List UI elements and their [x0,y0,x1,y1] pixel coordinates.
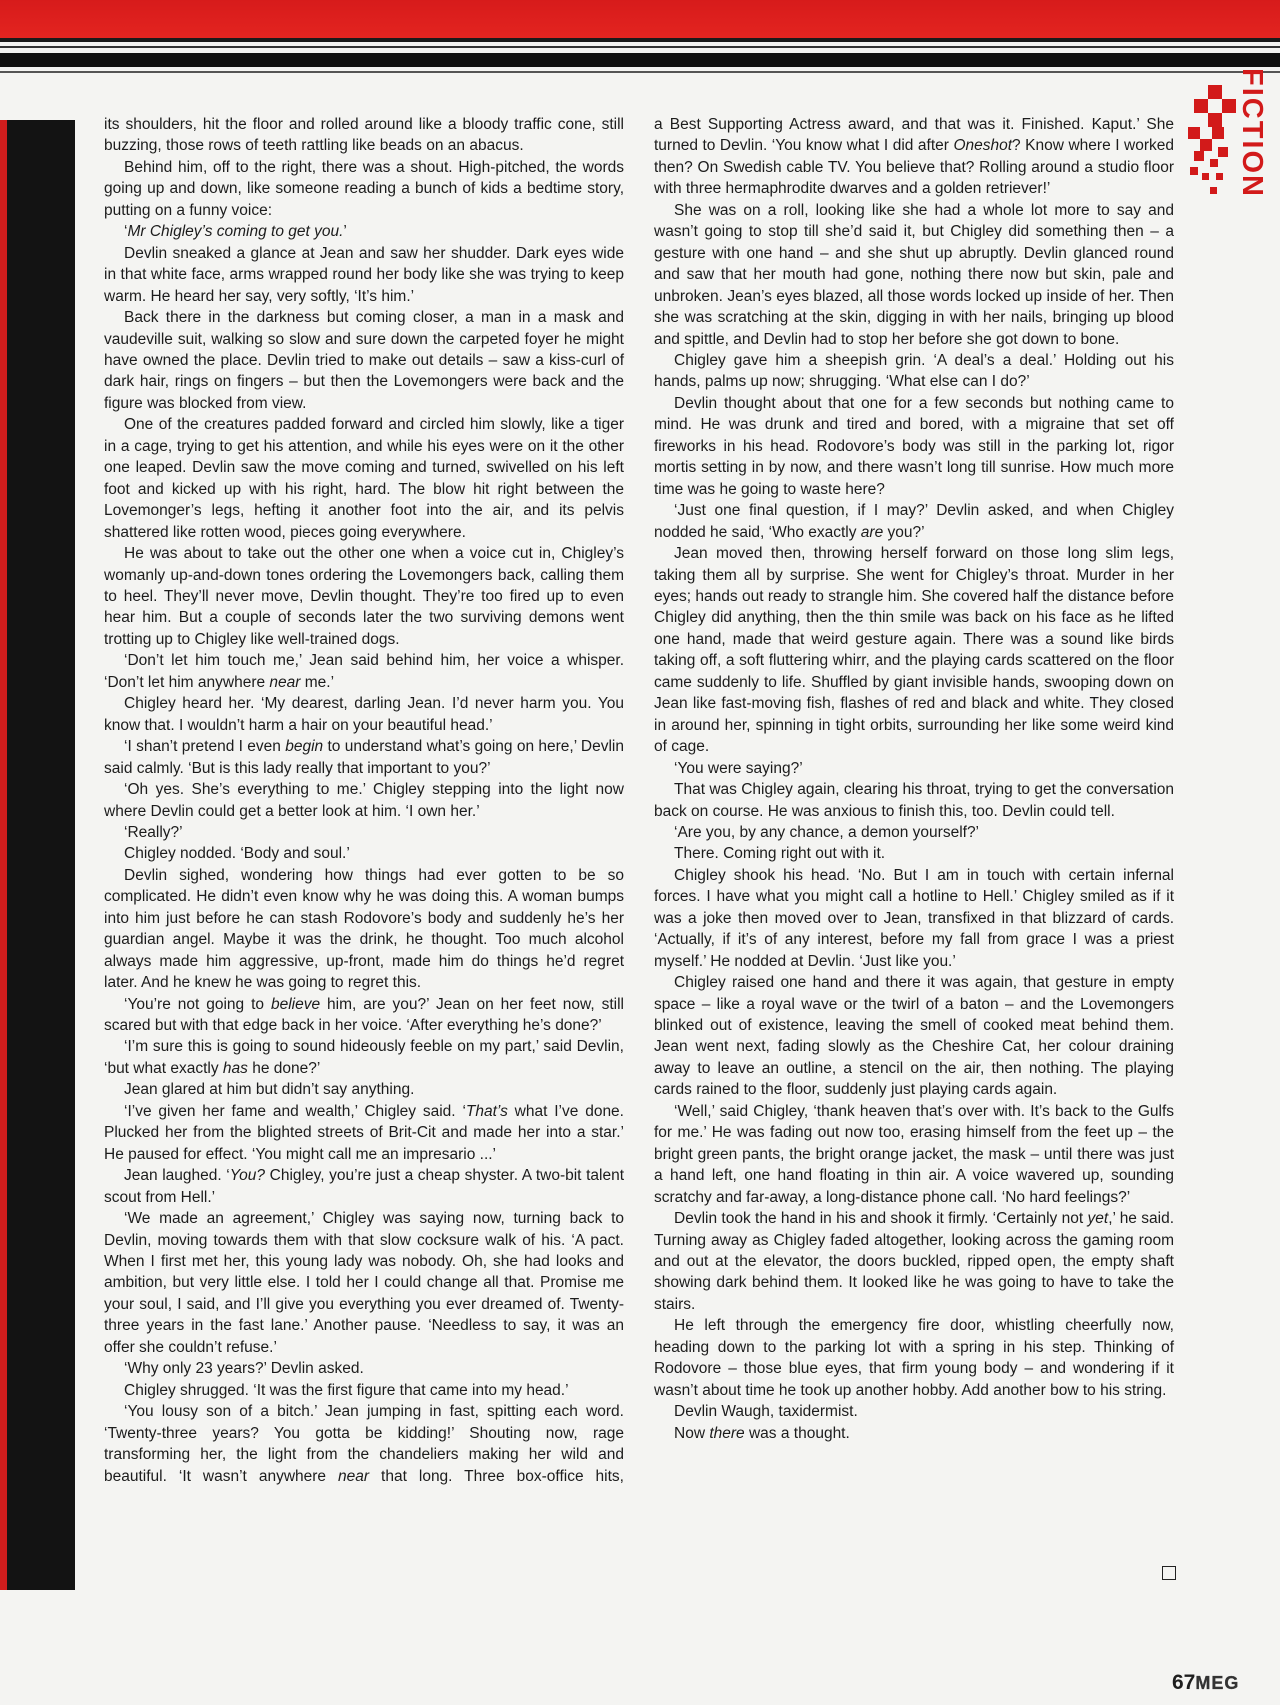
page-folio [1172,1671,1239,1695]
emphasis-text: near [338,1467,370,1485]
emphasis-text: believe [270,995,321,1013]
text-run: Chigley, you’re just a cheap shyster. A two-bit talent scout from Hell.’ [104,1167,624,1206]
text-run: ‘I shan’t pretend I even [124,738,286,756]
text-run: ‘Well,’ said Chigley, ‘thank heaven that’s over with. It’s back to the Gulfs for me.’ He was fading out now too, erasing himself from the feet up – the bright green pants, the bright orange jacket, the mask – until there was just a hand left, one hand floating in thin air. A voice wavered up, sounding scratchy and far-away, a long-distance phone call. ‘No hard feelings?’ [654,1102,1174,1206]
paragraph [104,221,624,242]
left-margin-bar [0,120,75,1590]
paragraph [104,1401,624,1487]
top-rule [0,46,1280,48]
paragraph [104,843,624,864]
text-run: ,’ he said. Turning away as Chigley faded altogether, looking across the gaming room and out at the elevator, the doors buckled, ripped open, the empty shaft showing dark behind them. It looked like he was going to have to take the stairs. [654,1210,1174,1313]
paragraph [654,114,1174,200]
text-run: him, are you?’ Jean on her feet now, still scared but with that edge back in her voice. ‘After everything he’s done?’ [104,995,624,1035]
emphasis-text: near [269,673,301,691]
paragraph [654,393,1174,500]
emphasis-text: begin [285,738,324,756]
paragraph [654,843,1174,864]
text-run: was a thought. [744,1424,850,1442]
emphasis-text: has [222,1059,248,1077]
text-run: Jean moved then, throwing herself forward on those long slim legs, taking them all by surprise. She went for Chigley’s throat. Murder in her eyes; hands out ready to strangle him. She covered half the distance before Chigley did anything, then the thin smile was back on his face as he lifted one hand, made that weird gesture again. There was a sound like birds taking off, a soft fluttering whirr, and the playing cards scattered on the floor came suddenly to life. Shuffled by giant invisible hands, swooping down on Jean like fast-moving fish, flashes of red and black and white. They closed in around her, spinning in tight orbits, surrounding her like some weird kind of cage. [654,545,1174,756]
text-run: ‘ [124,223,128,241]
text-run: he done?’ [247,1059,321,1077]
top-red-band [0,0,1280,38]
text-run: Jean laughed. ‘ [124,1167,230,1185]
paragraph [104,243,624,307]
paragraph [104,650,624,693]
text-run: ‘You’re not going to [124,995,271,1013]
paragraph [104,1101,624,1165]
emphasis-text: That’s [465,1102,508,1120]
text-run: ‘You were saying?’ [674,759,803,777]
text-run: That was Chigley again, clearing his throat, trying to get the conversation back on course. He was anxious to finish this, too. Devlin could tell. [654,781,1174,820]
text-run: Devlin thought about that one for a few seconds but nothing came to mind. He was drunk and tired and bored, with a migraine that set off fireworks in his head. Rodovore’s body was still in the parking lot, rigor mortis setting in by now, and there wasn’t long till sunrise. How much more time was he going to waste here? [654,394,1174,498]
text-run: Devlin sighed, wondering how things had ever gotten to be so complicated. He didn’t even know why he was doing this. A woman bumps into him just before he can stash Rodovore’s body and suddenly he’s her guardian angel. Maybe it was the drink, he thought. Too much alcohol always made him aggressive, up-front, made him do things he’d regret later. And he knew he was going to regret this. [104,866,624,992]
paragraph [104,865,624,994]
paragraph [654,972,1174,1101]
text-run: ’ [343,223,347,241]
text-run: There. Coming right out with it. [674,845,886,863]
paragraph [654,350,1174,393]
text-run: ‘Are you, by any chance, a demon yourself?’ [674,823,980,841]
paragraph [654,1423,1174,1444]
text-run: Devlin sneaked a glance at Jean and saw her shudder. Dark eyes wide in that white face, arms wrapped round her body like she was trying to keep warm. He heard her say, very softly, ‘It’s him.’ [104,244,624,305]
paragraph [654,1315,1174,1401]
emphasis-text: Oneshot [953,137,1013,155]
text-run: One of the creatures padded forward and circled him slowly, like a tiger in a cage, trying to get his attention, and while his eyes were on it the other one leaped. Devlin saw the move coming and turned, swivelled on his left foot and kicked up with his right, hard. The blow hit right between the Lovemonger’s legs, hefting it another foot into the air, and its pelvis shattered like rotten wood, pieces going everywhere. [104,416,624,541]
text-run: ‘We made an agreement,’ Chigley was saying now, turning back to Devlin, moving towards them with that slow cocksure walk of his. ‘A pact. When I first met her, this young lady was nobody. Oh, she had looks and ambition, but very little else. I told her I could change all that. Promise me your soul, I said, and I’ll give you everything you ever dreamed of. Twenty-three years in the fast lane.’ Another pause. ‘Needless to say, it was an offer she couldn’t refuse.’ [104,1210,624,1356]
emphasis-text: there [709,1424,745,1442]
text-run: me.’ [300,673,335,691]
section-label: FICTION [1236,68,1268,198]
text-run: ‘I’m sure this is going to sound hideously feeble on my part,’ said Devlin, ‘but what exactly [104,1038,624,1077]
text-run: She was on a roll, looking like she had a whole lot more to say and wasn’t going to stop till she’d said it, but Chigley did something then – a gesture with one hand – and she shut up abruptly. Devlin glanced round and saw that her mouth had gone, nothing there now but skin, pale and unbroken. Jean’s eyes blazed, all those words locked up inside of her. Then she was scratching at the skin, digging in with her nails, bringing up blood and spittle, and Devlin had to stop her before she got down to bone. [654,201,1174,348]
text-run: ‘Really?’ [124,823,183,841]
paragraph [104,114,624,157]
text-run: ‘Oh yes. She’s everything to me.’ Chigley stepping into the light now where Devlin could get a better look at him. ‘I own her.’ [104,781,624,820]
paragraph [104,1380,624,1401]
text-run: ‘Just one final question, if I may?’ Devlin asked, and when Chigley nodded he said, ‘Who exactly [654,502,1174,541]
top-rule [0,71,1280,73]
text-run: Chigley gave him a sheepish grin. ‘A deal’s a deal.’ Holding out his hands, palms up now; shrugging. ‘What else can I do?’ [654,351,1174,391]
article-column-right [654,114,1174,1444]
text-run: what I’ve done. Plucked her from the blighted streets of Brit-Cit and made her into a star.’ He paused for effect. ‘You might call me an impresario ...’ [104,1102,624,1163]
top-rule [0,38,1280,42]
text-run: Chigley nodded. ‘Body and soul.’ [124,845,350,863]
paragraph [104,736,624,779]
paragraph [654,758,1174,779]
text-run: you?’ [883,523,925,541]
paragraph [104,307,624,414]
paragraph [104,693,624,736]
end-of-story-mark [1162,1566,1176,1580]
text-run: ? Know where I worked then? On Swedish cable TV. You believe that? Rolling around a studio floor with three hermaphrodite dwarves and a golden retriever!’ [654,137,1174,198]
paragraph [654,1208,1174,1315]
paragraph [654,865,1174,972]
paragraph [654,822,1174,843]
paragraph [104,1165,624,1208]
paragraph [654,200,1174,350]
paragraph [104,994,624,1037]
paragraph [104,543,624,650]
paragraph [654,1101,1174,1208]
text-run: a Best Supporting Actress award, and that was it. Finished. Kaput.’ She turned to Devlin. ‘You know what I did after [654,116,1174,155]
text-run: Devlin Waugh, taxidermist. [674,1403,858,1421]
text-run: that long. Three box-office hits, [369,1467,624,1485]
text-run: Chigley raised one hand and there it was again, that gesture in empty space – like a royal wave or the twirl of a baton – and the Lovemongers blinked out of existence, leaving the smell of cooked meat behind them. Jean went next, fading slowly as the Cheshire Cat, her colour draining away to leave an outline, a stencil on the air, then nothing. The playing cards rained to the floor, suddenly just playing cards again. [654,974,1174,1099]
paragraph [104,779,624,822]
text-run: ‘I’ve given her fame and wealth,’ Chigley said. ‘ [124,1102,466,1120]
text-run: Jean glared at him but didn’t say anything. [124,1081,415,1099]
paragraph [654,1401,1174,1422]
emphasis-text: are [860,523,884,541]
paragraph [104,822,624,843]
text-run: ‘Don’t let him touch me,’ Jean said behind him, her voice a whisper. ‘Don’t let him anywhere [104,652,624,691]
magazine-mark: MEG [1195,1673,1240,1693]
top-rule [0,53,1280,67]
paragraph [654,779,1174,822]
paragraph [104,157,624,221]
text-run: Chigley heard her. ‘My dearest, darling Jean. I’d never harm you. You know that. I wouldn’t harm a hair on your beautiful head.’ [104,695,624,734]
paragraph [654,500,1174,543]
paragraph [104,1358,624,1379]
text-run: to understand what’s going on here,’ Devlin said calmly. ‘But is this lady really that important to you?’ [104,738,624,777]
text-run: Chigley shrugged. ‘It was the first figure that came into my head.’ [124,1381,569,1399]
paragraph [104,1036,624,1079]
paragraph [654,543,1174,758]
emphasis-text: yet [1087,1210,1109,1228]
paragraph [104,1208,624,1358]
text-run: Behind him, off to the right, there was a shout. High-pitched, the words going up and down, like someone reading a bunch of kids a bedtime story, putting on a funny voice: [104,158,624,219]
article-column-left [104,114,624,1487]
text-run: Now [674,1424,710,1442]
text-run: Devlin took the hand in his and shook it firmly. ‘Certainly not [674,1210,1088,1228]
page-number: 67 [1172,1671,1196,1694]
text-run: ‘You lousy son of a bitch.’ Jean jumping in fast, spitting each word. ‘Twenty-three years? You gotta be kidding!’ Shouting now, rage transforming her, the light from the chandeliers making her wild and beautiful. ‘It wasn’t anywhere [104,1403,624,1485]
paragraph [104,414,624,543]
text-run: He left through the emergency fire door, whistling cheerfully now, heading down to the parking lot with a spring in his step. Thinking of Rodovore – those blue eyes, that firm young body – and wondering if it wasn’t about time he took up another hobby. Add another bow to his string. [654,1317,1174,1399]
emphasis-text: Mr Chigley’s coming to get you. [127,223,344,241]
text-run: He was about to take out the other one when a voice cut in, Chigley’s womanly up-and-down tones ordering the Lovemongers back, calling them to heel. They’ll never move, Devlin thought. They’re too fired up to even hear him. But a couple of seconds later the two surviving demons went trotting up to Chigley like well-trained dogs. [104,545,624,648]
paragraph [104,1079,624,1100]
text-run: Back there in the darkness but coming closer, a man in a mask and vaudeville suit, walking so slow and sure down the carpeted foyer he might have owned the place. Devlin tried to make out details – saw a kiss-curl of dark hair, rings on fingers – but then the Lovemongers were back and the figure was blocked from view. [104,309,624,412]
text-run: Chigley shook his head. ‘No. But I am in touch with certain infernal forces. I have what you might call a hotline to Hell.’ Chigley smiled as if it was a joke then moved over to Jean, transfixed in that blizzard of cards. ‘Actually, if it’s of any interest, before my fall from grace I was a priest myself.’ He nodded at Devlin. ‘Just like you.’ [654,866,1174,970]
text-run: ‘Why only 23 years?’ Devlin asked. [124,1360,364,1378]
text-run: its shoulders, hit the floor and rolled around like a bloody traffic cone, still buzzing, those rows of teeth rattling like beads on an abacus. [104,116,624,155]
emphasis-text: You? [229,1167,266,1185]
